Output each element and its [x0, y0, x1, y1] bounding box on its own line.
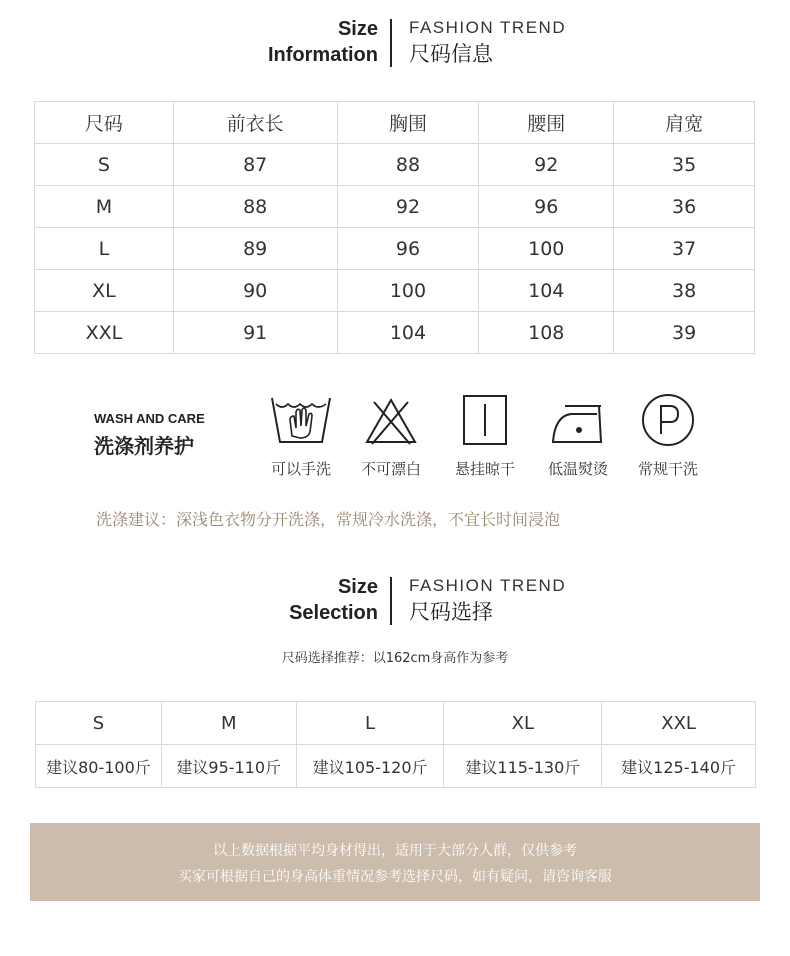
header-cell: 尺码 [35, 102, 174, 144]
header-cell: XL [444, 702, 602, 745]
table-row [35, 144, 755, 186]
header-en-line1: Size [337, 18, 378, 40]
care-item-hand-wash [256, 392, 346, 479]
disclaimer-line2: 买家可根据自己的身高体重情况参考选择尺码，如有疑问，请咨询客服 [178, 869, 612, 885]
table-cell: 104 [479, 270, 614, 312]
size-selection-header [0, 574, 790, 630]
table-cell: 91 [173, 312, 337, 354]
table-cell: XL [35, 270, 174, 312]
wash-care-en-title: WASH AND CARE [94, 411, 205, 426]
care-item-low-iron [533, 392, 623, 479]
care-label: 悬挂晾干 [454, 460, 515, 478]
care-item-dry-clean [623, 392, 713, 479]
size-information-header [0, 16, 790, 72]
header-cell: 腰围 [479, 102, 614, 144]
table-cell: 37 [614, 228, 755, 270]
table-cell: 38 [614, 270, 755, 312]
table-cell: 92 [479, 144, 614, 186]
header-zh-title: 尺码选择 [409, 600, 493, 624]
wash-advice-text: 洗涤建议：深浅色衣物分开洗涤，常规冷水洗涤，不宜长时间浸泡 [96, 510, 561, 529]
header-en-line2: Selection [289, 602, 378, 624]
care-item-no-bleach [346, 392, 436, 479]
size-recommendation-tip: 尺码选择推荐：以162cm身高作为参考 [281, 651, 509, 666]
table-cell: 96 [479, 186, 614, 228]
table-cell: 96 [337, 228, 479, 270]
table-row [36, 745, 756, 788]
table-cell: 100 [337, 270, 479, 312]
table-cell: 88 [173, 186, 337, 228]
table-cell: 建议125-140斤 [602, 745, 756, 788]
care-label: 可以手洗 [270, 460, 331, 478]
header-divider [390, 577, 392, 625]
header-trend-label: FASHION TREND [409, 576, 567, 595]
table-row [35, 312, 755, 354]
low-iron-icon [533, 392, 623, 448]
table-cell: 建议95-110斤 [161, 745, 296, 788]
header-zh-title: 尺码信息 [409, 42, 493, 66]
table-cell: 104 [337, 312, 479, 354]
hand-wash-icon [256, 392, 346, 448]
header-cell: S [36, 702, 162, 745]
header-cell: 肩宽 [614, 102, 755, 144]
header-en-line1: Size [337, 576, 378, 598]
header-cell: XXL [602, 702, 756, 745]
table-cell: XXL [35, 312, 174, 354]
table-cell: 100 [479, 228, 614, 270]
table-cell: 88 [337, 144, 479, 186]
table-cell: 89 [173, 228, 337, 270]
table-cell: 建议115-130斤 [444, 745, 602, 788]
table-cell: 建议80-100斤 [36, 745, 162, 788]
table-cell: L [35, 228, 174, 270]
table-header-row [36, 702, 756, 745]
disclaimer-line1: 以上数据根据平均身材得出，适用于大部分人群，仅供参考 [213, 843, 577, 859]
table-cell: 108 [479, 312, 614, 354]
header-cell: L [296, 702, 444, 745]
table-cell: 建议105-120斤 [296, 745, 444, 788]
table-cell: 92 [337, 186, 479, 228]
hang-dry-icon [440, 392, 530, 448]
table-cell: S [35, 144, 174, 186]
no-bleach-icon [346, 392, 436, 448]
disclaimer-banner [30, 823, 760, 901]
table-cell: 90 [173, 270, 337, 312]
table-header-row [35, 102, 755, 144]
dry-clean-icon [623, 392, 713, 448]
header-en-title [118, 16, 378, 68]
header-en-title [118, 574, 378, 626]
care-item-hang-dry [440, 392, 530, 479]
table-cell: 39 [614, 312, 755, 354]
size-selection-table [35, 701, 756, 788]
table-row [35, 186, 755, 228]
header-divider [390, 19, 392, 67]
wash-care-zh-title: 洗涤剂养护 [94, 434, 194, 458]
table-cell: M [35, 186, 174, 228]
header-cell: M [161, 702, 296, 745]
table-cell: 87 [173, 144, 337, 186]
table-row [35, 270, 755, 312]
care-label: 不可漂白 [360, 460, 421, 478]
care-label: 常规干洗 [637, 460, 698, 478]
care-label: 低温熨烫 [547, 460, 608, 478]
header-trend-label: FASHION TREND [409, 18, 567, 37]
header-en-line2: Information [268, 44, 378, 66]
size-table [34, 101, 755, 354]
table-cell: 36 [614, 186, 755, 228]
header-cell: 前衣长 [173, 102, 337, 144]
table-cell: 35 [614, 144, 755, 186]
table-row [35, 228, 755, 270]
header-cell: 胸围 [337, 102, 479, 144]
